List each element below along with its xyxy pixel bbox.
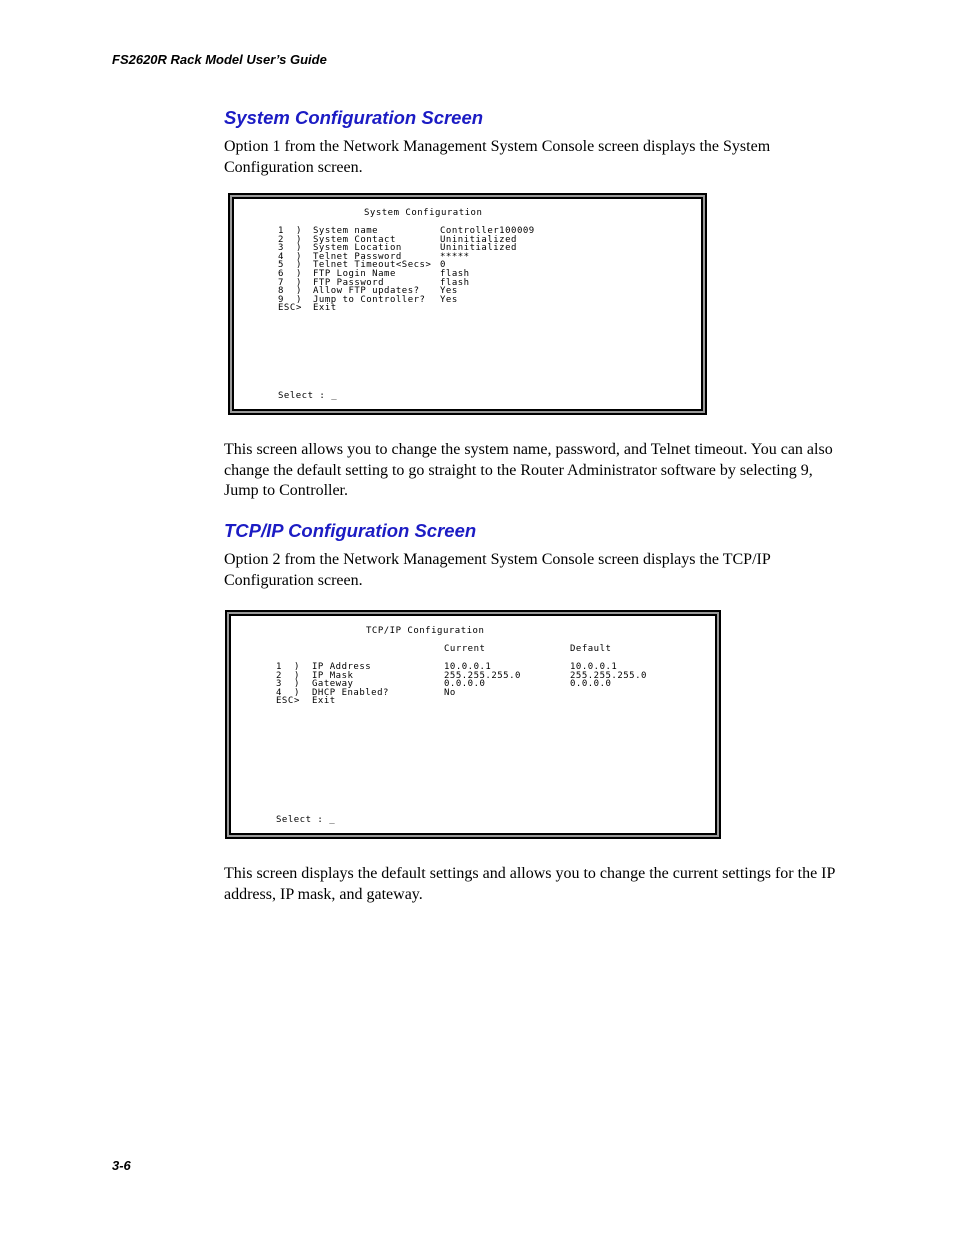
option-separator: ) <box>294 679 300 690</box>
current-value: 10.0.0.1 <box>444 662 492 672</box>
option-value: Yes <box>440 294 458 305</box>
paragraph-tcpip-intro: Option 2 from the Network Management System Console screen displays the TCP/IP Configuration screen. <box>224 551 771 589</box>
option-label: Exit <box>313 303 337 314</box>
option-key: 3 <box>278 243 284 254</box>
section-title-system-configuration: System Configuration Screen <box>224 107 484 128</box>
option-key: 1 <box>278 226 284 236</box>
option-label: Jump to Controller? <box>313 294 426 305</box>
system-configuration-terminal <box>228 193 707 415</box>
terminal-option-keys <box>278 227 296 313</box>
option-separator: ) <box>296 294 302 305</box>
option-label: IP Mask <box>312 670 354 681</box>
option-value: Controller100009 <box>440 226 535 236</box>
option-separator: > <box>294 696 300 707</box>
default-value: 0.0.0.0 <box>570 679 612 690</box>
terminal-current-values <box>444 663 521 706</box>
option-key: 5 <box>278 260 284 271</box>
running-header: FS2620R Rack Model User’s Guide <box>112 52 327 67</box>
terminal-title: TCP/IP Configuration <box>366 626 485 636</box>
option-label: Allow FTP updates? <box>313 286 420 297</box>
current-value <box>444 697 521 706</box>
option-value: Uninitialized <box>440 234 517 245</box>
column-header-default: Default <box>570 644 612 654</box>
option-key: 3 <box>276 679 282 690</box>
option-separator: ) <box>296 226 302 236</box>
option-key: 1 <box>276 662 282 672</box>
option-key: ESC <box>276 696 294 707</box>
option-separator: ) <box>296 243 302 254</box>
tcpip-configuration-terminal <box>225 610 721 839</box>
option-separator: ) <box>296 268 302 279</box>
option-separator: ) <box>296 234 302 245</box>
option-value <box>440 304 535 313</box>
option-separator: ) <box>296 260 302 271</box>
option-label: Telnet Timeout<Secs> <box>313 260 432 271</box>
option-label: FTP Password <box>313 277 385 288</box>
option-key: ESC <box>278 303 296 314</box>
option-label: FTP Login Name <box>313 268 396 279</box>
option-value: 0 <box>440 260 446 271</box>
section-title-tcpip-configuration: TCP/IP Configuration Screen <box>224 520 477 541</box>
terminal-option-separators <box>294 663 300 706</box>
option-key: 6 <box>278 268 284 279</box>
option-separator: ) <box>296 277 302 288</box>
option-label: System Contact <box>313 234 396 245</box>
default-value: 10.0.0.1 <box>570 662 618 672</box>
column-header-current: Current <box>444 644 486 654</box>
current-value: 0.0.0.0 <box>444 679 486 690</box>
page-number: 3-6 <box>112 1158 131 1173</box>
option-key: 8 <box>278 286 284 297</box>
paragraph-tcpip-after: This screen displays the default settings and allows you to change the current settings for the IP address, IP mask, and gateway. <box>224 865 835 903</box>
option-key: 2 <box>278 234 284 245</box>
option-separator: ) <box>294 687 300 698</box>
current-value: No <box>444 687 456 698</box>
option-label: DHCP Enabled? <box>312 687 389 698</box>
default-value <box>570 689 647 698</box>
paragraph-system-after: This screen allows you to change the system name, password, and Telnet timeout. You can also change the default setting to go straight to the Router Administrator software by selecting 9, Jump to Controller. <box>224 441 833 499</box>
option-key: 7 <box>278 277 284 288</box>
default-value <box>570 697 647 706</box>
option-label: IP Address <box>312 662 372 672</box>
option-value: flash <box>440 277 470 288</box>
paragraph-system-intro: Option 1 from the Network Management System Console screen displays the System Configuration screen. <box>224 138 771 176</box>
option-label: System name <box>313 226 379 236</box>
option-separator: ) <box>296 286 302 297</box>
terminal-option-labels <box>313 227 431 313</box>
terminal-default-values <box>570 663 647 706</box>
terminal-option-values <box>440 227 535 313</box>
option-value: Yes <box>440 286 458 297</box>
option-label: Gateway <box>312 679 354 690</box>
option-value: flash <box>440 268 470 279</box>
option-separator: ) <box>294 670 300 681</box>
default-value: 255.255.255.0 <box>570 670 647 681</box>
option-key: 2 <box>276 670 282 681</box>
terminal-option-separators <box>296 227 302 313</box>
terminal-option-keys <box>276 663 294 706</box>
option-label: System Location <box>313 243 402 254</box>
terminal-title: System Configuration <box>364 208 483 218</box>
option-separator: ) <box>296 251 302 262</box>
option-separator: > <box>296 303 302 314</box>
terminal-select-prompt: Select : _ <box>278 391 338 401</box>
option-key: 4 <box>278 251 284 262</box>
option-key: 4 <box>276 687 282 698</box>
terminal-option-labels <box>312 663 389 706</box>
terminal-select-prompt: Select : _ <box>276 815 336 825</box>
option-separator: ) <box>294 662 300 672</box>
option-key: 9 <box>278 294 284 305</box>
option-label: Telnet Password <box>313 251 402 262</box>
option-value: ***** <box>440 251 470 262</box>
current-value: 255.255.255.0 <box>444 670 521 681</box>
option-label: Exit <box>312 696 336 707</box>
option-value: Uninitialized <box>440 243 517 254</box>
